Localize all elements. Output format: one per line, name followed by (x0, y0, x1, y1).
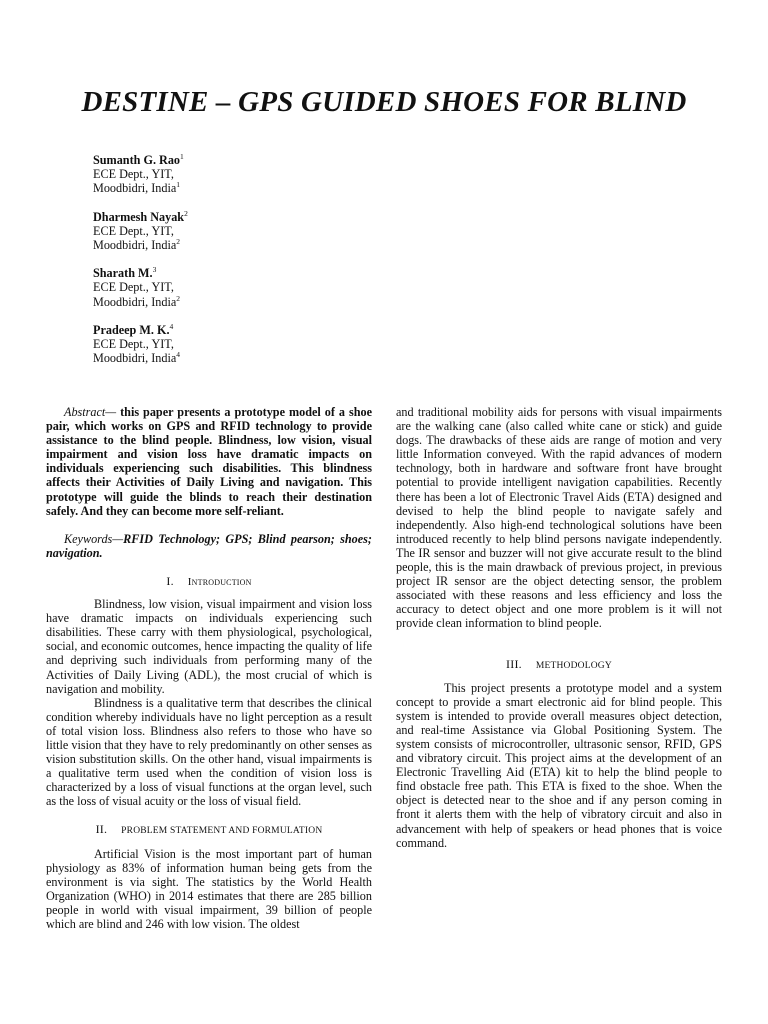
section-numeral: II. (95, 822, 108, 837)
body-paragraph: This project presents a prototype model and a system concept to provide a smart electronic aid for blind people. This system is intended to provide overall measures object detection, and real-time Assistance via Global Positioning System. The system consists of microcontroller, ultrasonic sensor, RFID, GPS and vibratory circuit. This project aims at the development of an Electronic Travelling Aid (ETA) kit to help the blind people to find obstacle free path. This ETA is fixed to the shoe. When the object is detected near to the shoe and if any person coming in front it alerts them with the help of vibratory circuit and also in advancement with help of speakers or head phones that is voice command. (396, 680, 722, 850)
keywords (46, 532, 372, 560)
location-superscript: 4 (176, 350, 181, 360)
section-title: Introduction (187, 575, 252, 588)
section-numeral: I. (166, 573, 174, 588)
author-block (93, 153, 188, 196)
author-affiliation: ECE Dept., YIT, (93, 337, 174, 352)
abstract-lead: Abstract— (64, 405, 117, 419)
section-heading-methodology (396, 657, 722, 673)
body-paragraph: Artificial Vision is the most important part of human physiology as 83% of information human being gets from the environment is via sight. The statistics by the World Health Organization (WHO) in 2014 estimates that there are 285 billion people in world with visual impairment, 39 billion of people which are blind and 246 with low vision. The oldest (46, 846, 372, 931)
body-paragraph: Blindness is a qualitative term that describes the clinical condition whereby individuals have no light perception as a result of total vision loss. Blindness also refers to those who have so little vision that they have to rely predominantly on other senses as vision substitution skills. On the other hand, visual impairments is a qualitative term used when the condition of vision loss is characterized by a loss of visual functions at the organ level, such as the loss of visual acuity or the loss of visual field. (46, 695, 372, 809)
author-superscript: 3 (152, 265, 157, 275)
author-superscript: 4 (169, 321, 174, 331)
author-location: Moodbidri, India (93, 238, 177, 253)
author-location: Moodbidri, India (93, 294, 177, 309)
author-block (93, 210, 188, 253)
author-name: Sumanth G. Rao (93, 153, 181, 167)
author-name: Sharath M. (93, 266, 153, 281)
author-location: Moodbidri, India (93, 351, 177, 366)
author-superscript: 2 (184, 208, 188, 218)
abstract (46, 405, 372, 518)
section-title: PROBLEM STATEMENT AND FORMULATION (121, 826, 323, 837)
section-title: METHODOLOGY (535, 660, 612, 671)
author-block (93, 323, 188, 366)
author-list (93, 153, 188, 379)
section-numeral: III. (506, 656, 522, 671)
author-location: Moodbidri, India (93, 181, 177, 196)
body-paragraph-continued: and traditional mobility aids for persons with visual impairments are the walking cane (also called white cane or stick) and guide dogs. The drawbacks of these aids are range of motion and very little Information conveyed. With the rapid advances of modern technology, both in hardware and software front have brought potential to provide intelligent navigation capabilities. Recently there has been a lot of Electronic Travel Aids (ETA) designed and devised to help the blind people to navigate safely and independently. Also high-end technological solutions have been introduced recently to help blind persons navigate independently. The IR sensor and buzzer will not give accurate result to the blind people, this is the main drawback of previous project, in previous project IR sensor are the object detecting sensor, the problem associated with these reasons and less efficiency and loss the accuracy to detect object and one more problem is it will not provide clean information to blind people. (396, 405, 722, 631)
author-affiliation: ECE Dept., YIT, (93, 167, 174, 182)
author-affiliation: ECE Dept., YIT, (93, 280, 174, 295)
section-heading-problem (46, 822, 372, 838)
keywords-lead: Keywords— (64, 531, 124, 546)
paper-title: DESTINE – GPS GUIDED SHOES FOR BLIND (81, 86, 687, 118)
author-affiliation: ECE Dept., YIT, (93, 223, 174, 238)
author-name: Dharmesh Nayak (93, 209, 185, 224)
section-heading-introduction (46, 574, 372, 589)
author-name: Pradeep M. K. (93, 322, 170, 337)
author-superscript: 1 (180, 151, 184, 161)
left-column (46, 405, 372, 931)
abstract-text: this paper presents a prototype model of a shoe pair, which works on GPS and RFID technology to provide assistance to the blind people. Blindness, low vision, visual impairment and vision loss have dramatic impacts on individuals experiencing such disabilities. This blindness affects their Activities of Daily Living and navigation. This prototype will guide the blinds to reach their destination safely. And they can become more self-reliant. (46, 405, 372, 518)
keywords-text: RFID Technology; GPS; Blind pearson; shoes; navigation. (46, 531, 372, 560)
body-paragraph: Blindness, low vision, visual impairment and vision loss have dramatic impacts on individuals experiencing such disabilities. These carry with them physiological, psychological, social, and economic outcomes, hence impacting the quality of life and depriving such individuals from performing many of the Activities of Daily Living (ADL), the most crucial of which is navigation and mobility. (46, 597, 372, 696)
right-column (396, 405, 722, 850)
author-block (93, 266, 188, 309)
location-superscript: 1 (176, 180, 181, 190)
location-superscript: 2 (176, 293, 181, 303)
location-superscript: 2 (176, 236, 181, 246)
